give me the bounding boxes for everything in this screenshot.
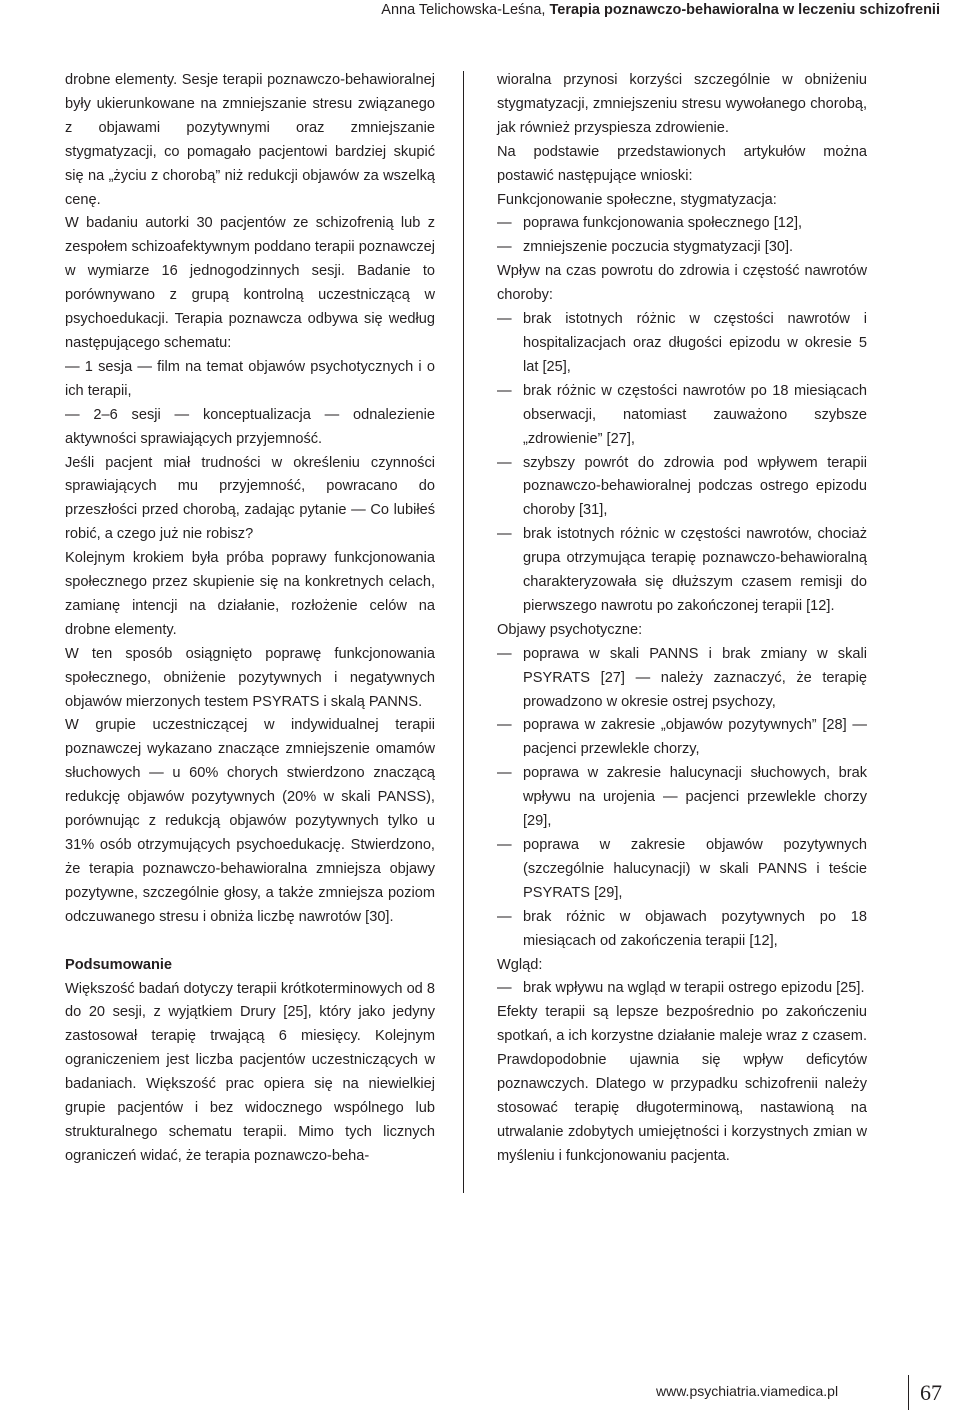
right-paragraph-4: Wpływ na czas powrotu do zdrowia i częstość nawrotów choroby: [497, 263, 867, 304]
column-divider [463, 71, 464, 1193]
list-item-text: brak różnic w objawach pozytywnych po 18 miesiącach od zakończenia terapii [12], [523, 908, 867, 949]
right-paragraph-3: Funkcjonowanie społeczne, stygmatyzacja: [497, 191, 777, 208]
right-paragraph-2: Na podstawie przedstawionych artykułów można postawić następujące wnioski: [497, 143, 867, 184]
list-item [497, 380, 867, 452]
list-item [497, 762, 867, 834]
list-dash: — [497, 717, 512, 734]
left-list-item-1: — 1 sesja — film na temat objawów psychotycznych i o ich terapii, [65, 358, 435, 399]
list-dash: — [497, 454, 512, 471]
list-dash: — [497, 980, 512, 997]
list-item-text: szybszy powrót do zdrowia pod wpływem terapii poznawczo-behawioralnej podczas ostrego epizodu choroby [31], [523, 454, 867, 519]
right-paragraph-7: Efekty terapii są lepsze bezpośrednio po zakończeniu spotkań, a ich korzystne działanie maleje wraz z czasem. Prawdopodobnie ujawnia się wpływ deficytów poznawczych. Dlatego w przypadku schizofrenii należy stosować terapię długoterminową, nastawioną na utrwalanie zdobytych umiejętności i korzystnych zmian w myśleniu i funkcjonowaniu pacjenta. [497, 1004, 867, 1164]
list-dash: — [497, 311, 512, 328]
left-paragraph-6: W grupie uczestniczącej w indywidualnej terapii poznawczej wykazano znaczące zmniejszenie omamów słuchowych — u 60% chorych stwierdzono znaczącą redukcję objawów pozytywnych (20% w skali PANSS), porównując z redukcją objawów pozytywnych tylko u 31% osób otrzymujących psychoedukację. Stwierdzono, że terapia poznawczo-behawioralna zmniejsza objawy pozytywne, szczególnie głosy, a także zmniejsza poziom odczuwanego stresu i obniża liczbę nawrotów [30]. [65, 717, 435, 925]
list-item [497, 212, 867, 236]
header-title: Terapia poznawczo-behawioralna w leczeniu schizofrenii [549, 2, 940, 18]
list-insight [497, 977, 867, 1001]
list-psychotic [497, 643, 867, 954]
list-item [497, 906, 867, 954]
right-column [497, 69, 867, 1169]
left-paragraph-5: W ten sposób osiągnięto poprawę funkcjonowania społecznego, obniżenie pozytywnych i negatywnych objawów mierzonych testem PSYRATS i skalą PANNS. [65, 645, 435, 710]
list-item-text: brak wpływu na wgląd w terapii ostrego epizodu [25]. [523, 980, 865, 997]
list-dash: — [497, 382, 512, 399]
list-item-text: poprawa w zakresie objawów pozytywnych (szczególnie halucynacji) w skali PANNS i teście PSYRATS [29], [523, 837, 867, 901]
right-paragraph-1: wioralna przynosi korzyści szczególnie w obniżeniu stygmatyzacji, zmniejszeniu stresu wywołanego chorobą, jak również przyspiesza zdrowienie. [497, 72, 867, 136]
page-number: 67 [920, 1380, 942, 1405]
list-item [497, 714, 867, 762]
journal-url: www.psychiatria.viamedica.pl [656, 1383, 839, 1399]
left-paragraph-2: W badaniu autorki 30 pacjentów ze schizofrenią lub z zespołem schizoafektywnym poddano terapii poznawczej w wymiarze 16 jednogodzinnych sesji. Badanie to porównywano z grupą kontrolną uczestniczącą w psychoedukacji. Terapia poznawcza odbywa się według następującego schematu: [65, 215, 435, 351]
list-social [497, 212, 867, 260]
list-item-text: brak istotnych różnic w częstości nawrotów i hospitalizacjach oraz długości epizodu w okresie 5 lat [25], [523, 311, 867, 375]
list-dash: — [497, 837, 512, 853]
list-dash: — [497, 908, 512, 925]
list-item-text: poprawa funkcjonowania społecznego [12], [523, 215, 803, 232]
list-item [497, 834, 867, 906]
right-paragraph-6: Wgląd: [497, 956, 543, 973]
left-paragraph-3: Jeśli pacjent miał trudności w określeniu czynności sprawiających mu przyjemność, powracano do przeszłości przed chorobą, zadając pytanie — Co lubiłeś robić, a czego już nie robisz? [65, 454, 435, 543]
list-item [497, 643, 867, 715]
list-dash: — [497, 239, 512, 256]
list-dash: — [497, 215, 512, 232]
footer-divider [908, 1375, 909, 1410]
list-relapse [497, 308, 867, 619]
right-paragraph-5: Objawy psychotyczne: [497, 621, 643, 638]
list-item [497, 523, 867, 619]
list-item-text: brak istotnych różnic w częstości nawrotów, chociaż grupa otrzymująca terapię poznawczo-behawioralną charakteryzowała się dłuższym czasem remisji do pierwszego nawrotu po zakończonej terapii [12]. [523, 526, 867, 614]
list-dash: — [497, 526, 512, 543]
list-item-text: poprawa w zakresie halucynacji słuchowych, brak wpływu na urojenia — pacjenci przewlekle chorzy [29], [523, 765, 867, 830]
left-column [65, 69, 435, 1169]
running-header [381, 0, 940, 20]
left-paragraph-1: drobne elementy. Sesje terapii poznawczo-behawioralnej były ukierunkowane na zmniejszanie stresu związanego z objawami pozytywnymi oraz zmniejszanie stygmatyzacji, co pomagało pacjentowi bardziej skupić się na „życiu z chorobą” niż redukcji objawów za wszelką cenę. [65, 72, 435, 208]
list-item-text: poprawa w zakresie „objawów pozytywnych” [28] — pacjenci przewlekle chorzy, [523, 717, 867, 758]
section-heading: Podsumowanie [65, 956, 173, 973]
list-item-text: zmniejszenie poczucia stygmatyzacji [30]. [523, 239, 794, 256]
list-item [497, 308, 867, 380]
list-item [497, 236, 867, 260]
list-item-text: brak różnic w częstości nawrotów po 18 miesiącach obserwacji, natomiast zauważono szybsze „zdrowienie” [27], [523, 382, 867, 447]
list-dash: — [497, 765, 512, 782]
list-item [497, 977, 867, 1001]
left-paragraph-7: Większość badań dotyczy terapii krótkoterminowych od 8 do 20 sesji, z wyjątkiem Drury [25], który jako jedyny zastosował terapię trwającą 6 miesięcy. Kolejnym ograniczeniem jest liczba pacjentów uczestniczących w badaniach. Większość prac opiera się na niewielkiej grupie pacjentów i bez widocznego wspólnego lub strukturalnego schematu terapii. Mimo tych licznych ograniczeń widać, że terapia poznawczo-beha- [65, 980, 435, 1164]
header-author: Anna Telichowska-Leśna, [381, 2, 550, 18]
list-dash: — [497, 645, 512, 662]
left-paragraph-4: Kolejnym krokiem była próba poprawy funkcjonowania społecznego przez skupienie się na konkretnych celach, zamianę intencji na działanie, rozłożenie celów na drobne elementy. [65, 550, 435, 638]
list-item-text: poprawa w skali PANNS i brak zmiany w skali PSYRATS [27] — należy zaznaczyć, że terapię prowadzono w okresie ostrej psychozy, [523, 645, 867, 710]
list-item [497, 452, 867, 524]
left-list-item-2: — 2–6 sesji — konceptualizacja — odnalezienie aktywności sprawiających przyjemność. [65, 406, 435, 447]
